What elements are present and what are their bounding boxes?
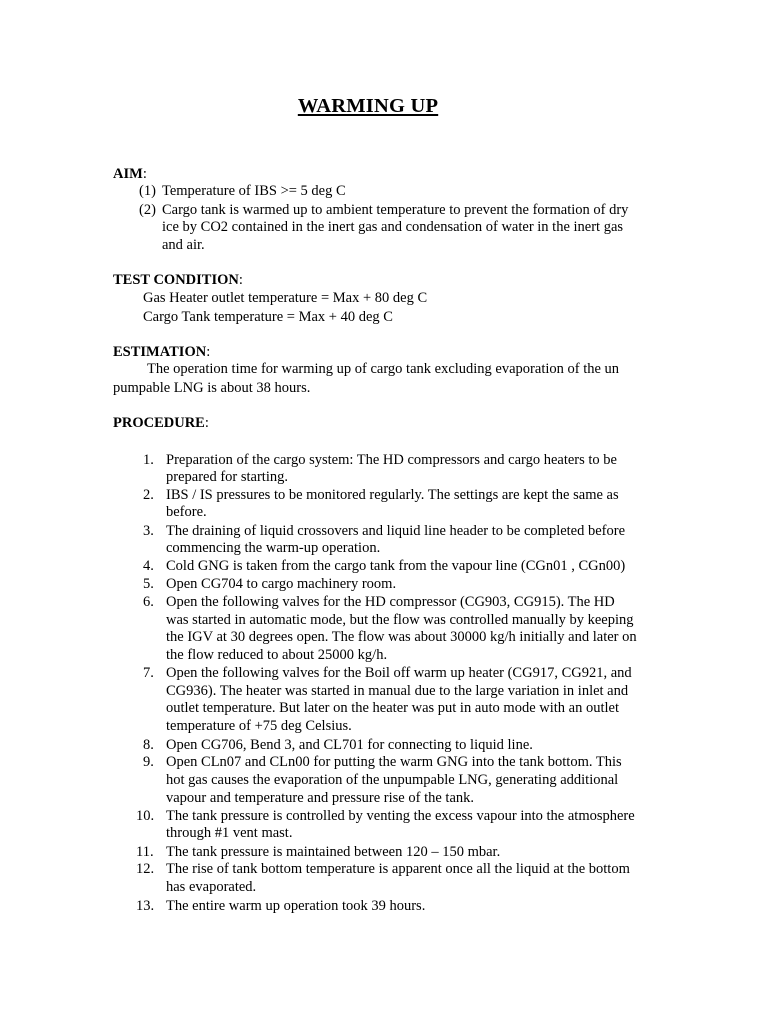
procedure-item-line: Open CLn07 and CLn00 for putting the warm GNG into the tank bottom. This xyxy=(166,754,622,770)
test-condition-heading: TEST CONDITION: xyxy=(113,272,243,288)
procedure-item-line: hot gas causes the evaporation of the unpumpable LNG, generating additional xyxy=(166,772,619,788)
procedure-item-line: the flow reduced to about 25000 kg/h. xyxy=(166,647,388,663)
aim-item-line: Temperature of IBS >= 5 deg C xyxy=(162,183,346,199)
procedure-item-marker: 4. xyxy=(143,558,154,574)
procedure-item-line: vapour and temperature and pressure rise of the tank. xyxy=(166,790,475,806)
procedure-item-line: IBS / IS pressures to be monitored regularly. The settings are kept the same as xyxy=(166,487,619,503)
procedure-item-line: outlet temperature. But later on the heater was put in auto mode with an outlet xyxy=(166,700,619,716)
procedure-item-line: The entire warm up operation took 39 hours. xyxy=(166,898,426,914)
procedure-item-marker: 5. xyxy=(143,576,154,592)
procedure-item-marker: 2. xyxy=(143,487,154,503)
procedure-item-marker: 9. xyxy=(143,754,154,770)
procedure-item-line: The tank pressure is controlled by venting the excess vapour into the atmosphere xyxy=(166,808,635,824)
procedure-item-marker: 7. xyxy=(143,665,154,681)
procedure-item-line: the IGV at 30 degrees open. The flow was about 30000 kg/h initially and later on xyxy=(166,629,637,645)
procedure-item-line: prepared for starting. xyxy=(166,469,288,485)
procedure-item-line: Cold GNG is taken from the cargo tank from the vapour line (CGn01 , CGn00) xyxy=(166,558,626,574)
procedure-item-marker: 13. xyxy=(136,898,155,914)
estimation-heading: ESTIMATION: xyxy=(113,344,211,360)
procedure-item-line: Preparation of the cargo system: The HD compressors and cargo heaters to be xyxy=(166,452,617,468)
procedure-item-line: Open CG704 to cargo machinery room. xyxy=(166,576,397,592)
procedure-item-marker: 1. xyxy=(143,452,154,468)
aim-item-line: and air. xyxy=(162,237,205,253)
procedure-item-line: The tank pressure is maintained between 120 – 150 mbar. xyxy=(166,844,501,860)
estimation-line: pumpable LNG is about 38 hours. xyxy=(113,380,311,396)
procedure-item-marker: 3. xyxy=(143,523,154,539)
page-title: WARMING UP xyxy=(297,95,439,117)
procedure-item-line: The draining of liquid crossovers and liquid line header to be completed before xyxy=(166,523,626,539)
test-condition-line: Gas Heater outlet temperature = Max + 80 deg C xyxy=(143,290,428,306)
aim-item-line: Cargo tank is warmed up to ambient temperature to prevent the formation of dry xyxy=(162,202,629,218)
procedure-item-marker: 10. xyxy=(136,808,155,824)
procedure-item-line: Open CG706, Bend 3, and CL701 for connecting to liquid line. xyxy=(166,737,533,753)
procedure-item-line: was started in automatic mode, but the flow was controlled manually by keeping xyxy=(166,612,634,628)
test-condition-line: Cargo Tank temperature = Max + 40 deg C xyxy=(143,309,393,325)
procedure-item-line: commencing the warm-up operation. xyxy=(166,540,381,556)
procedure-item-line: temperature of +75 deg Celsius. xyxy=(166,718,352,734)
procedure-item-marker: 12. xyxy=(136,861,155,877)
procedure-heading: PROCEDURE: xyxy=(113,415,209,431)
procedure-item-line: The rise of tank bottom temperature is apparent once all the liquid at the bottom xyxy=(166,861,630,877)
estimation-line: The operation time for warming up of cargo tank excluding evaporation of the un xyxy=(147,361,620,377)
procedure-item-line: Open the following valves for the Boil off warm up heater (CG917, CG921, and xyxy=(166,665,632,681)
procedure-item-line: has evaporated. xyxy=(166,879,257,895)
aim-heading: AIM: xyxy=(113,166,147,182)
procedure-item-line: CG936). The heater was started in manual due to the large variation in inlet and xyxy=(166,683,629,699)
procedure-item-marker: 11. xyxy=(136,844,154,860)
aim-item-marker: (2) xyxy=(139,202,156,218)
procedure-item-line: before. xyxy=(166,504,207,520)
procedure-item-line: Open the following valves for the HD compressor (CG903, CG915). The HD xyxy=(166,594,615,610)
procedure-item-marker: 8. xyxy=(143,737,154,753)
procedure-item-line: through #1 vent mast. xyxy=(166,825,293,841)
aim-item-line: ice by CO2 contained in the inert gas and condensation of water in the inert gas xyxy=(162,219,624,235)
aim-item-marker: (1) xyxy=(139,183,156,199)
procedure-item-marker: 6. xyxy=(143,594,154,610)
